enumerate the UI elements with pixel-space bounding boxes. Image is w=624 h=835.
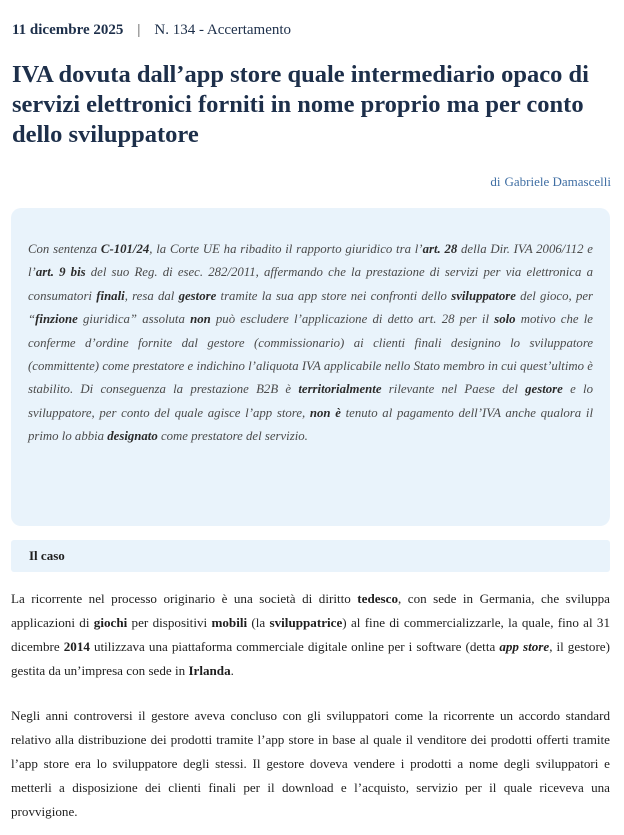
meta-separator: | [137,22,141,38]
byline [490,174,611,190]
body-paragraph-1: La ricorrente nel processo originario è una società di diritto tedesco, con sede in Germania, che sviluppa applicazioni di giochi per dispositivi mobili (la sviluppatrice) al fine di commercializzarle, la quale, fino al 31 dicembre 2014 utilizzava una piattaforma commerciale digitale online per i software (detta app store, il gestore) gestita da un’impresa con sede in Irlanda. [11,591,611,678]
issue-number: N. 134 - Accertamento [154,22,292,38]
article-title: IVA dovuta dall’app store quale intermediario opaco di servizi elettronici forniti in nome proprio ma per conto dello sviluppatore [12,61,589,148]
body-paragraph-2: Negli anni controversi il gestore aveva concluso con gli sviluppatori come la ricorrente un accordo standard relativo alla distribuzione dei prodotti tramite l’app store in base al quale il venditore dei prodotti offerti tramite l’app store era lo sviluppatore degli stessi. Il gestore doveva vendere i prodotti a nome degli sviluppatori e metterli a disposizione dei clienti finali per il download e l’acquisto, servizio per il quale riceveva una provvigione. [11,708,610,819]
author-name[interactable]: Gabriele Damascelli [504,174,611,189]
article-meta [12,22,291,39]
section-heading: Il caso [11,540,610,572]
abstract-text: Con sentenza C-101/24, la Corte UE ha ribadito il rapporto giuridico tra l’art. 28 della Dir. IVA 2006/112 e l’art. 9 bis del suo Reg. di esec. 282/2011, affermando che la prestazione di servizi per via elettronica a consumatori finali, resa dal gestore tramite la sua app store nei confronti dello sviluppatore del gioco, per “finzione giuridica” assoluta non può escludere l’applicazione di detto art. 28 per il solo motivo che le conferme d’ordine fornite dal gestore (commissionario) ai clienti finali designino lo sviluppatore (committente) come prestatore e indichino l’aliquota IVA applicabile nello Stato membro in cui quest’ultimo è stabilito. Di conseguenza la prestazione B2B è territorialmente rilevante nel Paese del gestore e lo sviluppatore, per conto del quale agisce l’app store, non è tenuto al pagamento dell’IVA anche qualora il primo lo abbia designato come prestatore del servizio. [28,242,594,444]
abstract-box [11,208,610,526]
publication-date: 11 dicembre 2025 [12,22,124,38]
byline-prefix: di [490,174,501,189]
